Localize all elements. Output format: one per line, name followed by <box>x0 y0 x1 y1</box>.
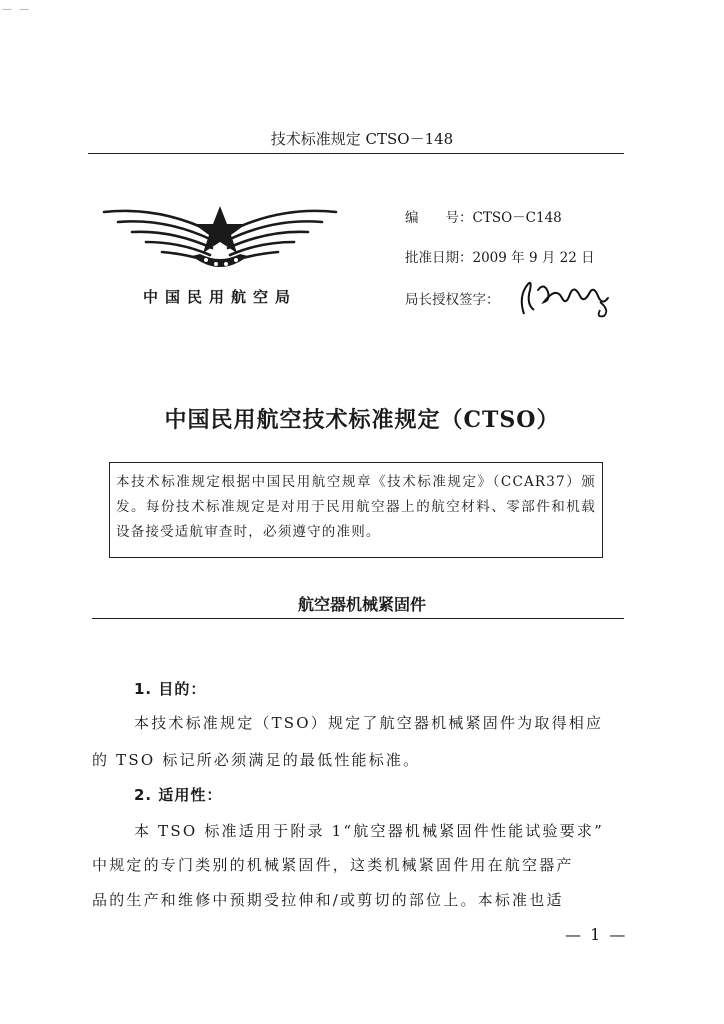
agency-name: 中国民用航空局 <box>142 288 297 306</box>
section-rule <box>92 618 624 619</box>
page-number: — 1 — <box>565 925 628 944</box>
right-wing <box>228 211 336 261</box>
emblem-base <box>192 254 248 267</box>
header-rule <box>88 153 624 154</box>
left-wing <box>104 211 212 261</box>
signature-label: 局长授权签字： <box>405 292 500 308</box>
handwritten-signature <box>510 276 620 318</box>
issuance-notice: 本技术标准规定根据中国民用航空规章《技术标准规定》（CCAR37）颁发。每份技术标准规定是对用于民用航空器上的航空材料、零部件和机载设备接受适航审查时，必须遵守的准则。 <box>109 462 603 558</box>
document-title: 中国民用航空技术标准规定（CTSO） <box>164 407 560 433</box>
running-header: 技术标准规定 CTSO－148 <box>270 130 454 148</box>
central-star <box>194 206 246 253</box>
section-title: 航空器机械紧固件 <box>297 595 426 614</box>
paragraph-line: 本技术标准规定（TSO）规定了航空器机械紧固件为取得相应 <box>134 714 604 732</box>
caac-emblem <box>100 198 340 278</box>
paragraph-line: 本 TSO 标准适用于附录 1“航空器机械紧固件性能试验要求” <box>134 822 604 840</box>
heading-purpose: 1. 目的： <box>134 680 207 698</box>
approval-date: 批准日期：2009 年 9 月 22 日 <box>405 250 595 266</box>
paragraph-line: 的 TSO 标记所必须满足的最低性能标准。 <box>92 751 421 769</box>
heading-applicability: 2. 适用性： <box>134 786 223 804</box>
paragraph-line: 中规定的专门类别的机械紧固件，这类机械紧固件用在航空器产 <box>92 856 574 874</box>
paragraph-line: 品的生产和维修中预期受拉伸和/或剪切的部位上。本标准也适 <box>92 891 564 909</box>
scan-corner-mark: — — <box>2 4 32 15</box>
document-number: 编 号：CTSO－C148 <box>405 210 562 226</box>
